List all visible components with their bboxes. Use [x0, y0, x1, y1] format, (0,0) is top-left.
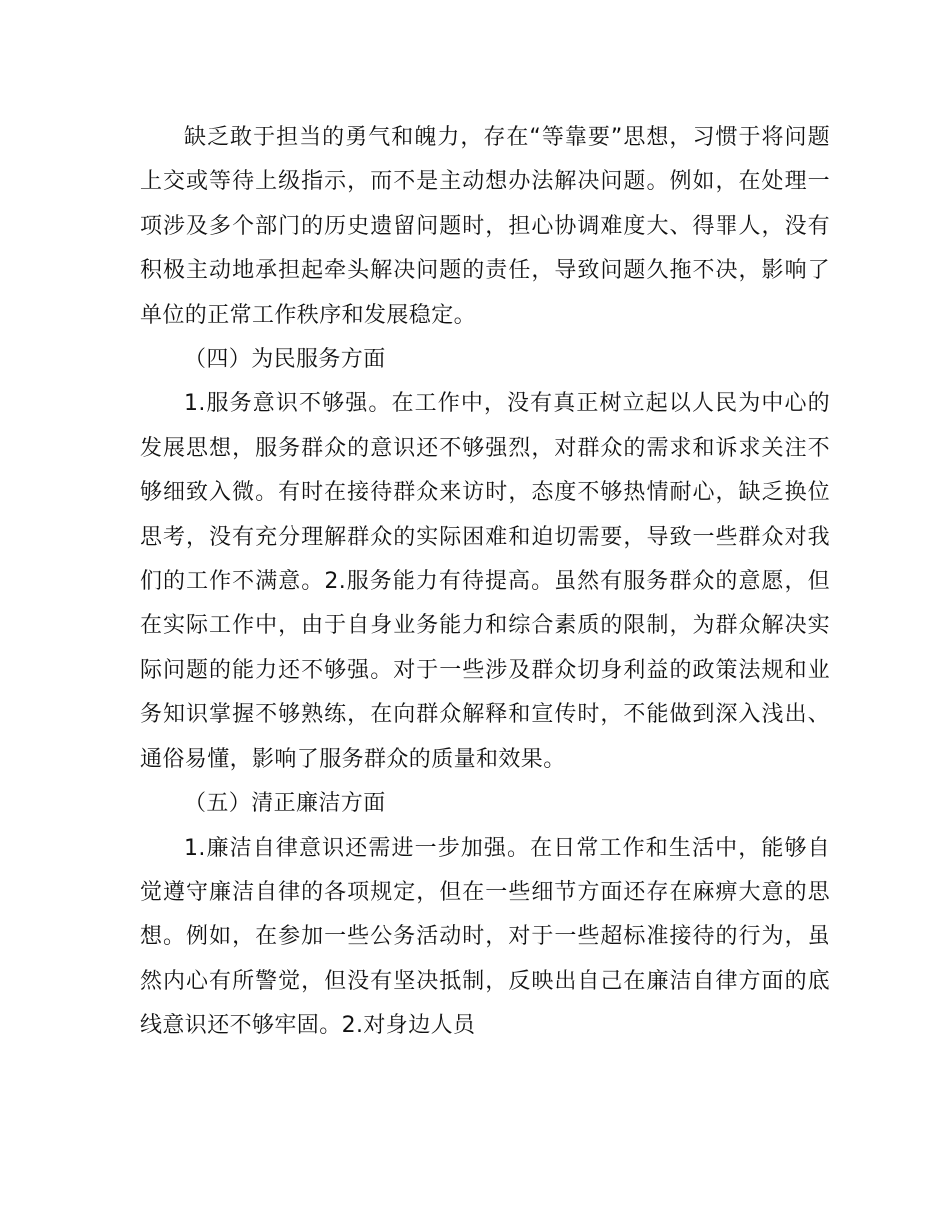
paragraph-courage: 缺乏敢于担当的勇气和魄力，存在“等靠要”思想，习惯于将问题上交或等待上级指示，而不是主动想办法解决问题。例如，在处理一项涉及多个部门的历史遗留问题时，担心协调难度大、得罪人，没有积极主动地承担起牵头解决问题的责任，导致问题久拖不决，影响了单位的正常工作秩序和发展稳定。 [140, 125, 830, 328]
paragraph-service: 1.服务意识不够强。在工作中，没有真正树立起以人民为中心的发展思想，服务群众的意识还不够强烈，对群众的需求和诉求关注不够细致入微。有时在接待群众来访时，态度不够热情耐心，缺乏换位思考，没有充分理解群众的实际困难和迫切需要，导致一些群众对我们的工作不满意。2.服务能力有待提高。虽然有服务群众的意愿，但在实际工作中，由于自身业务能力和综合素质的限制，为群众解决实际问题的能力还不够强。对于一些涉及群众切身利益的政策法规和业务知识掌握不够熟练，在向群众解释和宣传时，不能做到深入浅出、通俗易懂，影响了服务群众的质量和效果。 [140, 391, 830, 772]
section-heading-integrity: （五）清正廉洁方面 [184, 791, 386, 817]
section-heading-service: （四）为民服务方面 [184, 347, 386, 373]
paragraph-integrity: 1.廉洁自律意识还需进一步加强。在日常工作和生活中，能够自觉遵守廉洁自律的各项规定，但在一些细节方面还存在麻痹大意的思想。例如，在参加一些公务活动时，对于一些超标准接待的行为，虽然内心有所警觉，但没有坚决抵制，反映出自己在廉洁自律方面的底线意识还不够牢固。2.对身边人员 [140, 835, 830, 1039]
document-body [140, 116, 830, 1049]
